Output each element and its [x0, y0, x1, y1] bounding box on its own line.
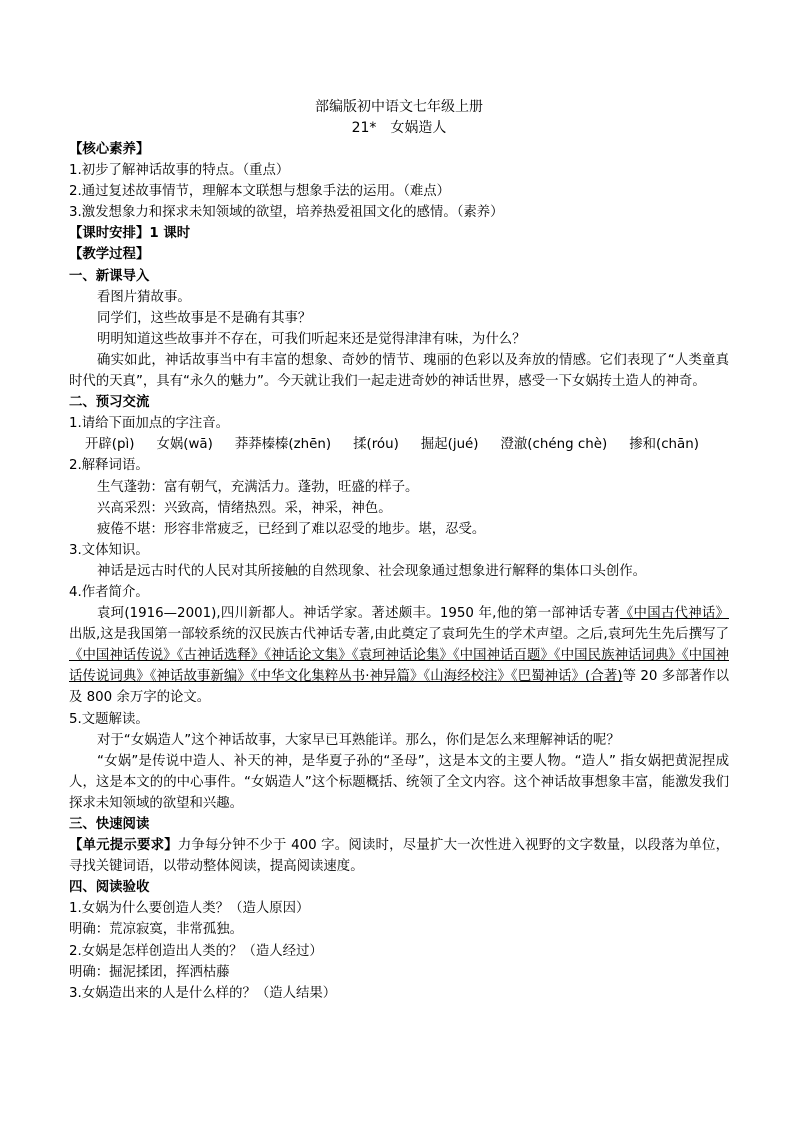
core-item: 3.激发想象力和探求未知领域的欲望，培养热爱祖国文化的感情。（素养） [69, 205, 504, 221]
question: 3.女娲造出来的人是什么样的？（造人结果） [69, 985, 337, 1001]
author-paragraph [69, 603, 729, 708]
intro-paragraph: 确实如此，神话故事当中有丰富的想象、奇妙的情节、瑰丽的色彩以及奔放的情感。它们表现了“人类童真时代的天真”，具有“永久的魅力”。今天就让我们一起走进奇妙的神话世界，感受一下女娲抟土造人的神奇。 [69, 352, 729, 390]
pinyin-item: 莽莽榛榛(zhēn) [234, 437, 332, 453]
question: 2.女娲是怎样创造出人类的？（造人经过） [69, 943, 323, 959]
process-heading: 【教学过程】 [69, 247, 150, 263]
pinyin-item: 揉(róu) [353, 437, 399, 453]
author-text: 出版,这是我国第一部较系统的汉民族古代神话专著,由此奠定了袁珂先生的学术声望。之后,袁珂先生先后撰写了 [69, 627, 729, 643]
intro-line: 看图片猜故事。 [97, 289, 191, 305]
document-title: 部编版初中语文七年级上册 [315, 99, 483, 115]
author-text: 袁珂(1916—2001),四川新都人。神话学家。著述颇丰。1950 年,他的第一部神话专著 [97, 606, 620, 622]
tip-text: 力争每分钟不少于 400 字。阅读时，尽量扩大一次性进入视野的文字数量，以段落为单位，寻找关键词语，以带动整体阅读，提高阅读速度。 [69, 838, 729, 875]
core-item: 1.初步了解神话故事的特点。（重点） [69, 163, 290, 179]
book-list: 《中国神话传说》《古神话选释》《神话论文集》《袁珂神话论集》《中国神话百题》《中国民族神话词典》《中国神话传说词典》《神话故事新编》《中华文化集粹丛书·神异篇》《山海经校注》《巴蜀神话》(合著) [69, 648, 729, 685]
schedule-value: 1 课时 [149, 226, 191, 242]
title-reading: “女娲”是传说中造人、补天的神，是华夏子孙的“圣母”，这是本文的主要人物。“造人” 指女娲把黄泥捏成人，这是本文的的中心事件。“女娲造人”这个标题概括、统领了全文内容。这个神话故事想象丰富，能激发我们探求未知领域的欲望和兴趣。 [69, 753, 729, 811]
schedule-line [69, 223, 729, 244]
document-body [69, 97, 729, 1004]
section-heading: 二、预习交流 [69, 395, 150, 411]
word-definition: 疲倦不堪：形容非常疲乏，已经到了难以忍受的地步。堪，忍受。 [97, 521, 486, 537]
question: 1.女娲为什么要创造人类？（造人原因） [69, 901, 310, 917]
schedule-heading: 【课时安排】 [69, 226, 150, 242]
question: 3.文体知识。 [69, 542, 149, 558]
section-heading: 三、快速阅读 [69, 817, 150, 832]
word-definition: 生气蓬勃：富有朝气，充满活力。蓬勃，旺盛的样子。 [97, 479, 419, 495]
question: 2.解释词语。 [69, 458, 149, 474]
pinyin-item: 掘起(jué) [420, 437, 479, 453]
tip-label: 【单元提示要求】 [69, 838, 178, 854]
lesson-title: 21* 女娲造人 [351, 120, 447, 136]
intro-line: 同学们，这些故事是不是确有其事？ [97, 310, 312, 326]
question: 1.请给下面加点的字注音。 [69, 416, 230, 432]
question: 4.作者简介。 [69, 584, 149, 600]
pinyin-list [69, 434, 729, 455]
word-definition: 兴高采烈：兴致高，情绪热烈。采，神采，神色。 [97, 500, 392, 516]
pinyin-item: 开辟(pì) [85, 437, 135, 453]
pinyin-item: 澄澈(chéng chè) [500, 437, 608, 453]
pinyin-item: 女娲(wā) [156, 437, 213, 453]
section-heading: 一、新课导入 [69, 268, 150, 284]
book-title: 《中国古代神话》 [619, 606, 729, 622]
section-heading: 四、阅读验收 [69, 880, 150, 896]
intro-line: 明明知道这些故事并不存在，可我们听起来还是觉得津津有味，为什么？ [97, 331, 526, 347]
unit-tip [69, 835, 729, 877]
core-heading: 【核心素养】 [69, 142, 150, 157]
question: 5.文题解读。 [69, 711, 149, 727]
answer: 明确：荒凉寂寞，非常孤独。 [69, 922, 244, 938]
author-text: 等 20 多部著作以及 800 余万字的论文。 [69, 669, 729, 706]
pinyin-item: 掺和(chān) [629, 437, 699, 453]
core-item: 2.通过复述故事情节，理解本文联想与想象手法的运用。（难点） [69, 184, 451, 200]
answer: 明确：掘泥揉团，挥洒枯藤 [69, 964, 230, 980]
title-reading: 对于“女娲造人”这个神话故事，大家早已耳熟能详。那么，你们是怎么来理解神话的呢？ [97, 732, 620, 748]
genre-paragraph: 神话是远古时代的人民对其所接触的自然现象、社会现象通过想象进行解释的集体口头创作。 [97, 563, 647, 579]
